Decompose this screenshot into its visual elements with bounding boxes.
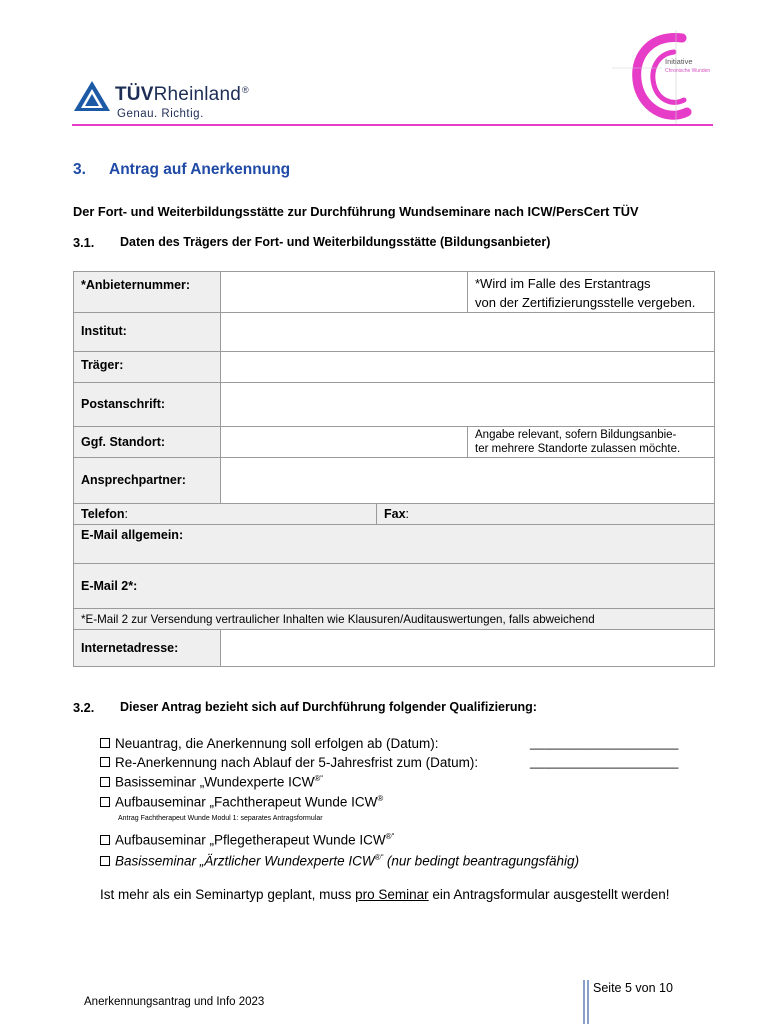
section-3-1-heading bbox=[73, 235, 551, 250]
neuantrag-checkbox[interactable] bbox=[100, 738, 110, 748]
brand-name bbox=[115, 84, 249, 106]
fax-label: Fax: bbox=[384, 507, 410, 521]
fachtherapeut-reg-mark: ® bbox=[377, 794, 384, 803]
reanerkennung-date-field[interactable]: ____________________ bbox=[530, 754, 679, 769]
standort-label: Ggf. Standort: bbox=[81, 435, 166, 449]
initiative-swirl-icon bbox=[612, 30, 717, 125]
reanerkennung-label: Re-Anerkennung nach Ablauf der 5-Jahresfrist zum (Datum): bbox=[115, 755, 479, 770]
ansprechpartner-label: Ansprechpartner: bbox=[81, 473, 186, 487]
traeger-label-cell bbox=[73, 351, 221, 383]
internet-label: Internetadresse: bbox=[81, 641, 179, 655]
initiative-subtitle: Chronische Wunden bbox=[665, 68, 711, 74]
brand-mark: ® bbox=[241, 85, 249, 95]
aerztlicher-label: Basisseminar „Ärztlicher Wundexperte ICW bbox=[115, 853, 375, 869]
page-number: Seite 5 von 10 bbox=[593, 981, 673, 995]
neuantrag-label: Neuantrag, die Anerkennung soll erfolgen ab (Datum): bbox=[115, 736, 439, 751]
aerztlicher-quote: “ bbox=[380, 853, 384, 862]
standort-note-cell bbox=[467, 426, 715, 458]
reanerkennung-checkbox[interactable] bbox=[100, 757, 110, 767]
section-3-1-number: 3.1. bbox=[73, 235, 95, 250]
brand-rest: Rheinland bbox=[153, 84, 241, 105]
brand-bold: TÜV bbox=[115, 84, 154, 105]
institut-label-cell bbox=[73, 312, 221, 352]
closing-underlined: pro Seminar bbox=[355, 887, 429, 902]
section-3-2-number: 3.2. bbox=[73, 700, 95, 715]
anbieternummer-label: *Anbieternummer: bbox=[81, 278, 191, 292]
closing-note bbox=[100, 887, 670, 902]
anbieternummer-input[interactable] bbox=[220, 271, 468, 313]
neuantrag-date-field[interactable]: ____________________ bbox=[530, 735, 679, 750]
option-neuantrag[interactable] bbox=[100, 736, 438, 751]
fachtherapeut-checkbox[interactable] bbox=[100, 797, 110, 807]
email-2-note: *E-Mail 2 zur Versendung vertraulicher Inhalten wie Klausuren/Auditauswertungen, falls abweichend bbox=[81, 613, 595, 626]
pflegetherapeut-reg-mark: ® bbox=[385, 832, 392, 841]
anbieternummer-note-2: von der Zertifizierungsstelle vergeben. bbox=[475, 295, 696, 310]
footer-document-title: Anerkennungsantrag und Info 2023 bbox=[84, 996, 265, 1008]
email-2-cell[interactable] bbox=[73, 563, 715, 609]
ansprechpartner-label-cell bbox=[73, 457, 221, 504]
institut-label: Institut: bbox=[81, 324, 127, 338]
option-pflegetherapeut[interactable] bbox=[100, 832, 394, 848]
traeger-input[interactable] bbox=[220, 351, 715, 383]
fax-cell[interactable] bbox=[376, 503, 715, 525]
standort-label-cell bbox=[73, 426, 221, 458]
option-reanerkennung[interactable] bbox=[100, 755, 478, 770]
internet-input[interactable] bbox=[220, 629, 715, 667]
aerztlicher-reg-mark: ® bbox=[374, 853, 381, 862]
section-3-heading bbox=[73, 161, 291, 179]
internet-label-cell bbox=[73, 629, 221, 667]
standort-note-2: ter mehrere Standorte zulassen möchte. bbox=[475, 443, 681, 455]
anbieternummer-label-cell bbox=[73, 271, 221, 313]
section-3-2-title: Dieser Antrag bezieht sich auf Durchführung folgender Qualifizierung: bbox=[120, 700, 537, 714]
section-3-2-heading bbox=[73, 700, 537, 715]
closing-after: ein Antragsformular ausgestellt werden! bbox=[428, 887, 670, 902]
postanschrift-label-cell bbox=[73, 382, 221, 427]
option-fachtherapeut[interactable] bbox=[100, 794, 383, 810]
email-general-label: E-Mail allgemein: bbox=[81, 528, 184, 542]
fachtherapeut-note: Antrag Fachtherapeut Wunde Modul 1: separates Antragsformular bbox=[118, 815, 323, 822]
header-divider bbox=[72, 124, 713, 126]
anbieternummer-note-cell bbox=[467, 271, 715, 313]
basisseminar-quote: “ bbox=[320, 774, 323, 783]
email-2-label: E-Mail 2*: bbox=[81, 579, 138, 593]
postanschrift-input[interactable] bbox=[220, 382, 715, 427]
document-subtitle: Der Fort- und Weiterbildungsstätte zur Durchführung Wundseminare nach ICW/PersCert TÜV bbox=[73, 204, 639, 219]
basisseminar-reg-mark: ® bbox=[314, 774, 321, 783]
fachtherapeut-label: Aufbauseminar „Fachtherapeut Wunde ICW bbox=[115, 794, 378, 810]
footer-divider-2 bbox=[587, 980, 589, 1024]
brand-tagline: Genau. Richtig. bbox=[117, 108, 204, 120]
pflegetherapeut-quote: “ bbox=[391, 832, 395, 841]
initiative-label: Initiative bbox=[665, 57, 693, 66]
section-3-title: Antrag auf Anerkennung bbox=[109, 161, 291, 178]
traeger-label: Träger: bbox=[81, 358, 124, 372]
option-basisseminar[interactable] bbox=[100, 774, 323, 790]
basisseminar-checkbox[interactable] bbox=[100, 777, 110, 787]
closing-before: Ist mehr als ein Seminartyp geplant, muss bbox=[100, 887, 356, 902]
anbieternummer-note-1: *Wird im Falle des Erstantrags bbox=[475, 276, 651, 291]
email-general-cell[interactable] bbox=[73, 524, 715, 564]
tuv-triangle-icon bbox=[73, 80, 111, 112]
basisseminar-label: Basisseminar „Wundexperte ICW bbox=[115, 774, 315, 790]
ansprechpartner-input[interactable] bbox=[220, 457, 715, 504]
email-2-note-cell bbox=[73, 608, 715, 630]
initiative-logo bbox=[612, 30, 717, 125]
section-3-1-title: Daten des Trägers der Fort- und Weiterbildungsstätte (Bildungsanbieter) bbox=[120, 235, 551, 249]
aerztlicher-note: (nur bedingt beantragungsfähig) bbox=[386, 853, 580, 869]
pflegetherapeut-label: Aufbauseminar „Pflegetherapeut Wunde ICW bbox=[115, 832, 386, 848]
telefon-cell[interactable] bbox=[73, 503, 377, 525]
section-3-number: 3. bbox=[73, 161, 86, 178]
telefon-label: Telefon: bbox=[81, 507, 129, 521]
footer-divider bbox=[583, 980, 585, 1024]
option-aerztlicher-wundexperte[interactable] bbox=[100, 853, 579, 869]
aerztlicher-checkbox[interactable] bbox=[100, 856, 110, 866]
tuv-rheinland-logo bbox=[73, 78, 255, 124]
institut-input[interactable] bbox=[220, 312, 715, 352]
standort-input[interactable] bbox=[220, 426, 468, 458]
standort-note-1: Angabe relevant, sofern Bildungsanbie- bbox=[475, 429, 677, 441]
pflegetherapeut-checkbox[interactable] bbox=[100, 835, 110, 845]
postanschrift-label: Postanschrift: bbox=[81, 397, 166, 411]
